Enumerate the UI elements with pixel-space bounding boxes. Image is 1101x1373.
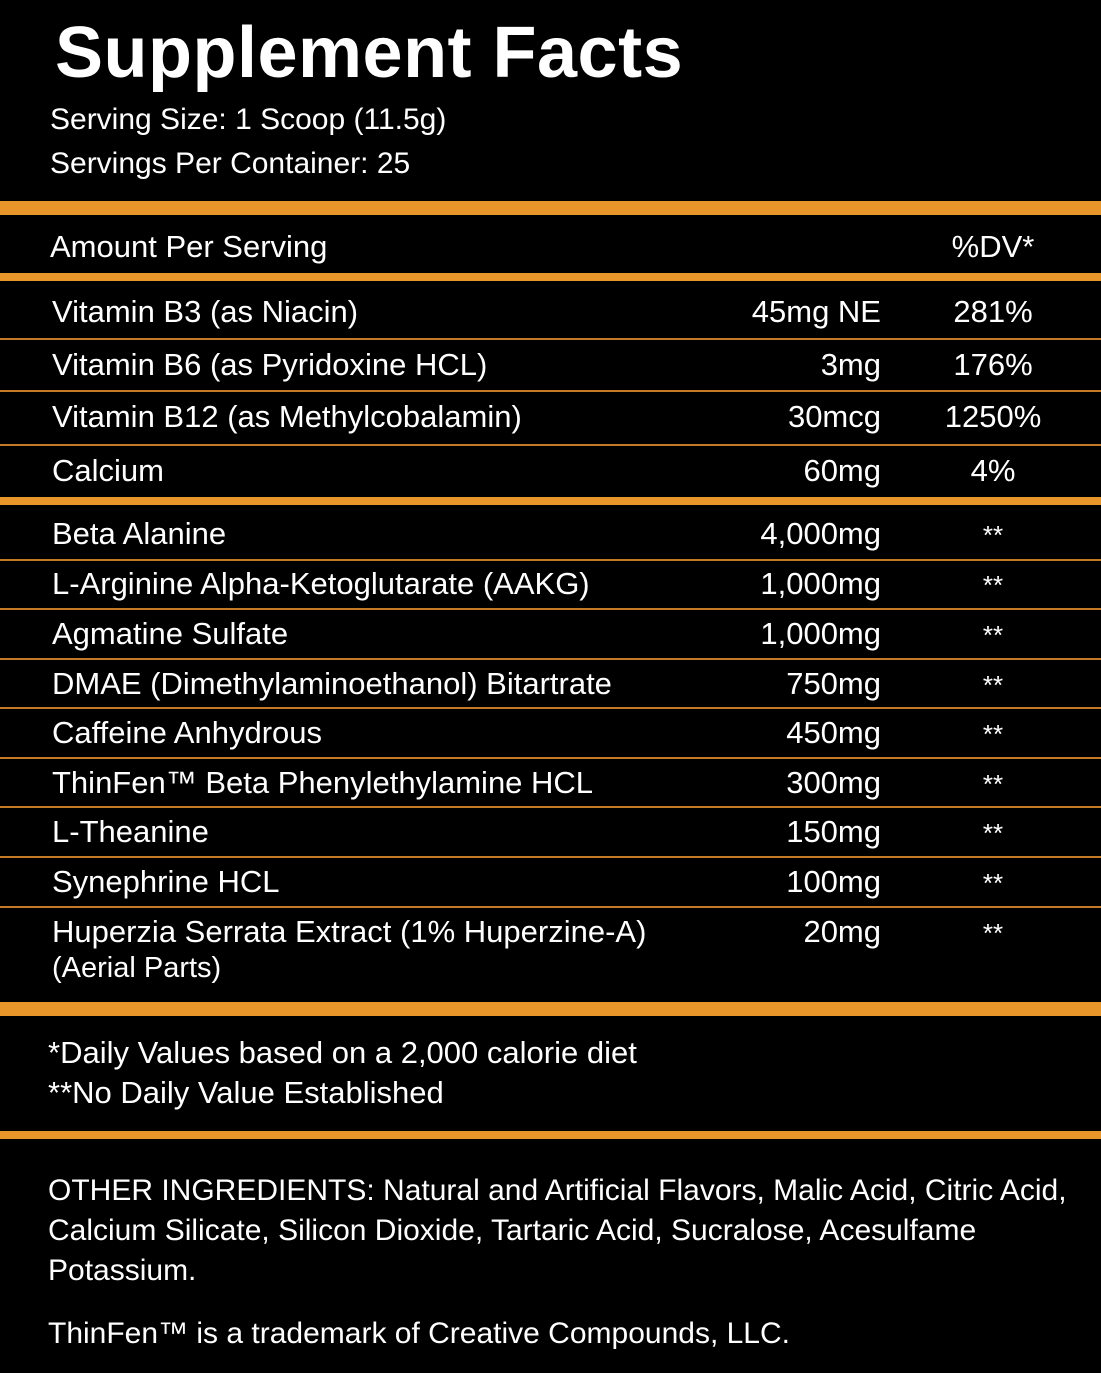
ingredient-dv: ** (982, 670, 1004, 700)
other-ingredients: OTHER INGREDIENTS: Natural and Artificial Flavors, Malic Acid, Citric Acid, Calcium Silicate, Silicon Dioxide, Tartaric Acid, Sucralose, Acesulfame Potassium. (48, 1174, 1067, 1287)
row-divider (0, 338, 1101, 340)
dv-footnote: *Daily Values based on a 2,000 calorie diet (48, 1035, 637, 1070)
ingredient-name: Beta Alanine (52, 516, 227, 551)
ingredient-amount: 750mg (786, 666, 881, 701)
divider-top (0, 201, 1101, 215)
ingredient-name: Vitamin B6 (as Pyridoxine HCL) (52, 347, 488, 382)
ingredient-amount: 30mcg (787, 399, 881, 434)
serving-size: Serving Size: 1 Scoop (11.5g) (50, 103, 447, 136)
row-divider (0, 707, 1101, 709)
ingredient-amount: 1,000mg (760, 566, 881, 601)
ingredient-name: Synephrine HCL (52, 864, 280, 899)
ingredient-dv: 176% (953, 347, 1033, 382)
row-divider (0, 806, 1101, 808)
ingredient-name: Vitamin B12 (as Methylcobalamin) (52, 399, 522, 434)
ingredient-dv: ** (982, 769, 1004, 799)
ingredient-name: Caffeine Anhydrous (52, 715, 323, 750)
ingredient-dv: ** (982, 520, 1004, 550)
row-divider (0, 856, 1101, 858)
ingredient-dv: ** (982, 818, 1004, 848)
servings-per-container: Servings Per Container: 25 (50, 147, 411, 180)
ingredient-dv: ** (982, 918, 1004, 948)
ingredient-name: L-Theanine (52, 814, 209, 849)
divider-vitamins (0, 497, 1101, 505)
ingredient-name: Vitamin B3 (as Niacin) (52, 294, 359, 329)
ingredient-amount: 60mg (803, 453, 881, 488)
ingredient-name: Agmatine Sulfate (52, 616, 289, 651)
row-divider (0, 444, 1101, 446)
ingredient-amount: 150mg (786, 814, 881, 849)
row-divider (0, 906, 1101, 908)
ingredient-amount: 300mg (786, 765, 881, 800)
ingredient-dv: ** (982, 868, 1004, 898)
ingredient-name: DMAE (Dimethylaminoethanol) Bitartrate (52, 666, 612, 701)
ingredient-amount: 450mg (786, 715, 881, 750)
ingredient-dv: 1250% (944, 399, 1042, 434)
divider-header (0, 273, 1101, 281)
ingredient-amount: 100mg (786, 864, 881, 899)
row-divider (0, 658, 1101, 660)
ingredient-amount: 45mg NE (751, 294, 881, 329)
trademark-note: ThinFen™ is a trademark of Creative Compounds, LLC. (48, 1317, 790, 1350)
row-divider (0, 757, 1101, 759)
ingredient-amount: 1,000mg (760, 616, 881, 651)
ingredient-dv: 4% (970, 453, 1016, 488)
divider-footnotes (0, 1131, 1101, 1139)
amount-per-serving-header: Amount Per Serving (50, 229, 328, 264)
row-divider (0, 559, 1101, 561)
ingredient-amount: 3mg (820, 347, 881, 382)
no-dv-footnote: **No Daily Value Established (48, 1075, 444, 1110)
ingredient-name-line2: (Aerial Parts) (52, 952, 222, 984)
ingredient-name: Huperzia Serrata Extract (1% Huperzine-A) (52, 914, 647, 949)
ingredient-dv: ** (982, 620, 1004, 650)
row-divider (0, 390, 1101, 392)
dv-header: %DV* (951, 229, 1035, 264)
ingredient-name: ThinFen™ Beta Phenylethylamine HCL (52, 765, 594, 800)
divider-ingredients (0, 1002, 1101, 1016)
ingredient-dv: ** (982, 570, 1004, 600)
ingredient-name: Calcium (52, 453, 164, 488)
panel-title: Supplement Facts (55, 13, 684, 93)
ingredient-name: L-Arginine Alpha-Ketoglutarate (AAKG) (52, 566, 590, 601)
ingredient-dv: 281% (953, 294, 1033, 329)
ingredient-dv: ** (982, 719, 1004, 749)
ingredient-amount: 4,000mg (760, 516, 881, 551)
ingredient-amount: 20mg (803, 914, 881, 949)
row-divider (0, 608, 1101, 610)
